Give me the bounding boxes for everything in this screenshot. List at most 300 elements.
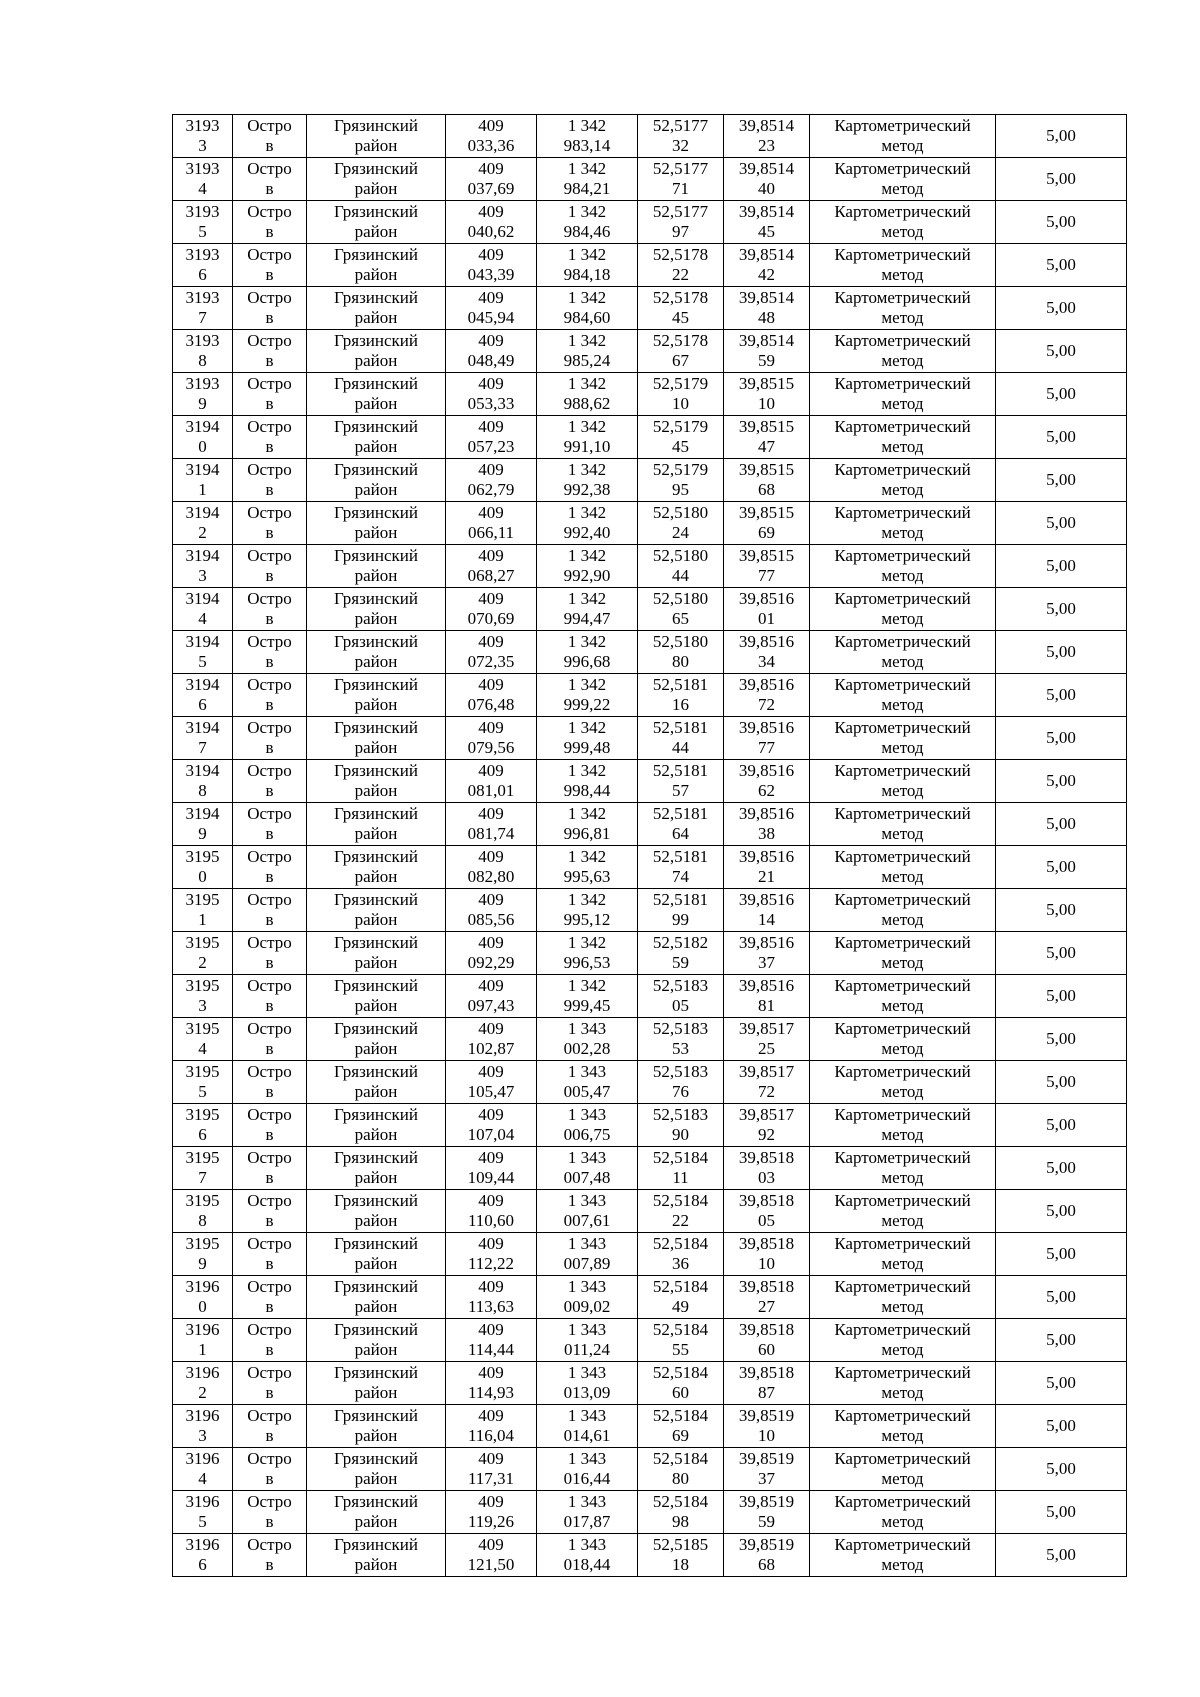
latitude-cell — [638, 1233, 724, 1276]
method-text: метод — [881, 394, 924, 413]
method-text: метод — [881, 695, 924, 714]
coord-x-text: 072,35 — [467, 652, 515, 671]
object-type-text: в — [265, 609, 274, 628]
accuracy-cell — [996, 115, 1127, 158]
latitude-cell — [638, 631, 724, 674]
method-text: метод — [881, 996, 924, 1015]
method-text: метод — [881, 1555, 924, 1574]
method-text: метод — [881, 781, 924, 800]
object-type-text: в — [265, 781, 274, 800]
coord-y-text: 1 343 — [567, 1191, 607, 1210]
object-type-text: в — [265, 1340, 274, 1359]
coord-x-text: 409 — [478, 546, 504, 565]
object-type-cell — [233, 1061, 307, 1104]
latitude-text: 52,5183 — [652, 1062, 709, 1081]
object-type-text: в — [265, 265, 274, 284]
latitude-text: 52,5181 — [652, 675, 709, 694]
method-text: метод — [881, 953, 924, 972]
object-type-text: в — [265, 394, 274, 413]
method-text: метод — [881, 1512, 924, 1531]
district-text: район — [354, 609, 398, 628]
table-row — [173, 1190, 1127, 1233]
district-cell — [307, 1491, 446, 1534]
coord-y-text: 1 342 — [567, 933, 607, 952]
object-type-text: в — [265, 1125, 274, 1144]
district-cell — [307, 975, 446, 1018]
coord-y-text: 007,61 — [563, 1211, 611, 1230]
point-number-text: 2 — [198, 523, 207, 542]
longitude-text: 39,8519 — [738, 1406, 795, 1425]
coord-x-text: 409 — [478, 1320, 504, 1339]
object-type-cell — [233, 1534, 307, 1577]
coord-x-text: 409 — [478, 718, 504, 737]
latitude-cell — [638, 244, 724, 287]
point-number-cell — [173, 1190, 233, 1233]
coord-y-text: 992,40 — [563, 523, 611, 542]
latitude-text: 52,5181 — [652, 847, 709, 866]
object-type-text: Остро — [247, 1191, 292, 1210]
point-number-text: 3193 — [185, 374, 220, 393]
coord-x-text: 062,79 — [467, 480, 515, 499]
object-type-text: Остро — [247, 417, 292, 436]
method-text: метод — [881, 652, 924, 671]
coord-y-cell — [537, 502, 638, 545]
object-type-cell — [233, 1362, 307, 1405]
longitude-cell — [724, 244, 810, 287]
table-row — [173, 1405, 1127, 1448]
table-row — [173, 158, 1127, 201]
point-number-text: 3196 — [185, 1406, 220, 1425]
point-number-text: 3 — [198, 136, 207, 155]
method-cell — [810, 846, 996, 889]
latitude-text: 52,5181 — [652, 761, 709, 780]
longitude-cell — [724, 459, 810, 502]
accuracy-text: 5,00 — [1046, 1502, 1076, 1521]
coord-y-text: 006,75 — [563, 1125, 611, 1144]
object-type-text: в — [265, 308, 274, 327]
latitude-cell — [638, 330, 724, 373]
point-number-text: 3195 — [185, 976, 220, 995]
point-number-cell — [173, 330, 233, 373]
latitude-cell — [638, 588, 724, 631]
coord-y-text: 1 342 — [567, 374, 607, 393]
object-type-cell — [233, 1018, 307, 1061]
latitude-text: 52,5179 — [652, 374, 709, 393]
point-number-text: 3194 — [185, 675, 220, 694]
longitude-text: 77 — [758, 566, 775, 585]
method-text: Картометрический — [834, 1363, 971, 1382]
point-number-cell — [173, 459, 233, 502]
method-text: Картометрический — [834, 1105, 971, 1124]
object-type-cell — [233, 1190, 307, 1233]
longitude-cell — [724, 717, 810, 760]
object-type-cell — [233, 545, 307, 588]
object-type-cell — [233, 158, 307, 201]
point-number-text: 3194 — [185, 804, 220, 823]
point-number-text: 6 — [198, 1125, 207, 1144]
district-text: район — [354, 394, 398, 413]
accuracy-text: 5,00 — [1046, 642, 1076, 661]
district-text: район — [354, 996, 398, 1015]
coord-y-cell — [537, 846, 638, 889]
district-text: район — [354, 1426, 398, 1445]
coord-x-text: 409 — [478, 933, 504, 952]
latitude-text: 53 — [672, 1039, 689, 1058]
point-number-text: 3195 — [185, 933, 220, 952]
longitude-text: 39,8516 — [738, 589, 795, 608]
method-text: Картометрический — [834, 1535, 971, 1554]
coord-y-cell — [537, 1319, 638, 1362]
longitude-text: 39,8514 — [738, 288, 795, 307]
coord-x-cell — [446, 975, 537, 1018]
method-text: метод — [881, 1125, 924, 1144]
latitude-cell — [638, 932, 724, 975]
coord-x-text: 092,29 — [467, 953, 515, 972]
object-type-text: Остро — [247, 1535, 292, 1554]
coord-y-text: 996,81 — [563, 824, 611, 843]
point-number-cell — [173, 373, 233, 416]
coord-y-cell — [537, 244, 638, 287]
coord-x-cell — [446, 1448, 537, 1491]
latitude-text: 71 — [672, 179, 689, 198]
coord-y-cell — [537, 1491, 638, 1534]
coord-y-text: 016,44 — [563, 1469, 611, 1488]
latitude-cell — [638, 373, 724, 416]
longitude-text: 72 — [758, 695, 775, 714]
point-number-text: 3194 — [185, 761, 220, 780]
accuracy-text: 5,00 — [1046, 384, 1076, 403]
coord-y-text: 002,28 — [563, 1039, 611, 1058]
latitude-text: 52,5184 — [652, 1277, 709, 1296]
point-number-cell — [173, 588, 233, 631]
coord-y-text: 999,22 — [563, 695, 611, 714]
point-number-text: 0 — [198, 1297, 207, 1316]
district-text: Грязинский — [334, 1191, 418, 1210]
point-number-text: 3193 — [185, 116, 220, 135]
accuracy-cell — [996, 717, 1127, 760]
table-row — [173, 1534, 1127, 1577]
district-text: Грязинский — [334, 933, 418, 952]
coord-y-cell — [537, 459, 638, 502]
object-type-cell — [233, 760, 307, 803]
point-number-text: 3194 — [185, 632, 220, 651]
latitude-text: 45 — [672, 437, 689, 456]
method-text: Картометрический — [834, 632, 971, 651]
accuracy-cell — [996, 201, 1127, 244]
object-type-text: в — [265, 480, 274, 499]
object-type-cell — [233, 631, 307, 674]
coord-x-text: 409 — [478, 847, 504, 866]
method-cell — [810, 373, 996, 416]
longitude-cell — [724, 287, 810, 330]
longitude-text: 39,8516 — [738, 804, 795, 823]
method-text: Картометрический — [834, 1277, 971, 1296]
point-number-cell — [173, 717, 233, 760]
table-row — [173, 631, 1127, 674]
coord-x-text: 409 — [478, 1148, 504, 1167]
coord-x-text: 409 — [478, 288, 504, 307]
latitude-text: 52,5181 — [652, 804, 709, 823]
accuracy-text: 5,00 — [1046, 814, 1076, 833]
coord-x-cell — [446, 717, 537, 760]
latitude-text: 18 — [672, 1555, 689, 1574]
coord-y-text: 985,24 — [563, 351, 611, 370]
coord-x-cell — [446, 1147, 537, 1190]
method-text: метод — [881, 609, 924, 628]
latitude-text: 52,5184 — [652, 1406, 709, 1425]
point-number-text: 3194 — [185, 417, 220, 436]
accuracy-text: 5,00 — [1046, 900, 1076, 919]
coord-x-text: 409 — [478, 1277, 504, 1296]
point-number-text: 8 — [198, 1211, 207, 1230]
coord-x-cell — [446, 588, 537, 631]
longitude-cell — [724, 1233, 810, 1276]
object-type-cell — [233, 1405, 307, 1448]
point-number-cell — [173, 1147, 233, 1190]
table-row — [173, 760, 1127, 803]
district-text: Грязинский — [334, 1535, 418, 1554]
accuracy-text: 5,00 — [1046, 771, 1076, 790]
method-cell — [810, 1276, 996, 1319]
longitude-text: 37 — [758, 953, 775, 972]
point-number-cell — [173, 1276, 233, 1319]
coord-x-text: 079,56 — [467, 738, 515, 757]
coord-x-cell — [446, 416, 537, 459]
method-text: Картометрический — [834, 245, 971, 264]
object-type-cell — [233, 1491, 307, 1534]
longitude-cell — [724, 1147, 810, 1190]
accuracy-text: 5,00 — [1046, 1244, 1076, 1263]
district-text: район — [354, 824, 398, 843]
latitude-text: 57 — [672, 781, 689, 800]
accuracy-text: 5,00 — [1046, 685, 1076, 704]
coord-x-text: 053,33 — [467, 394, 515, 413]
latitude-text: 52,5178 — [652, 245, 709, 264]
district-text: район — [354, 179, 398, 198]
district-text: Грязинский — [334, 1277, 418, 1296]
coord-x-cell — [446, 631, 537, 674]
method-cell — [810, 975, 996, 1018]
table-row — [173, 975, 1127, 1018]
point-number-text: 9 — [198, 394, 207, 413]
district-cell — [307, 1104, 446, 1147]
method-text: метод — [881, 1426, 924, 1445]
accuracy-cell — [996, 244, 1127, 287]
object-type-text: в — [265, 1082, 274, 1101]
point-number-text: 3193 — [185, 159, 220, 178]
coord-x-text: 070,69 — [467, 609, 515, 628]
coord-y-cell — [537, 158, 638, 201]
table-row — [173, 1233, 1127, 1276]
coord-x-text: 409 — [478, 1019, 504, 1038]
object-type-text: Остро — [247, 675, 292, 694]
object-type-text: в — [265, 351, 274, 370]
longitude-text: 01 — [758, 609, 775, 628]
table-row — [173, 588, 1127, 631]
coord-x-cell — [446, 244, 537, 287]
object-type-text: Остро — [247, 632, 292, 651]
longitude-text: 27 — [758, 1297, 775, 1316]
longitude-text: 39,8516 — [738, 933, 795, 952]
district-text: Грязинский — [334, 1449, 418, 1468]
coord-x-cell — [446, 459, 537, 502]
object-type-cell — [233, 717, 307, 760]
coord-y-text: 1 343 — [567, 1148, 607, 1167]
method-cell — [810, 502, 996, 545]
coord-y-cell — [537, 932, 638, 975]
object-type-text: Остро — [247, 1492, 292, 1511]
latitude-text: 52,5178 — [652, 331, 709, 350]
accuracy-text: 5,00 — [1046, 1373, 1076, 1392]
coord-y-text: 995,12 — [563, 910, 611, 929]
district-cell — [307, 760, 446, 803]
coord-y-text: 1 342 — [567, 417, 607, 436]
district-text: район — [354, 480, 398, 499]
method-text: Картометрический — [834, 976, 971, 995]
coord-x-text: 097,43 — [467, 996, 515, 1015]
district-cell — [307, 330, 446, 373]
object-type-text: Остро — [247, 1406, 292, 1425]
longitude-text: 40 — [758, 179, 775, 198]
method-text: Картометрический — [834, 718, 971, 737]
coord-y-text: 1 343 — [567, 1234, 607, 1253]
object-type-text: Остро — [247, 1019, 292, 1038]
latitude-text: 05 — [672, 996, 689, 1015]
district-text: Грязинский — [334, 331, 418, 350]
method-cell — [810, 1362, 996, 1405]
object-type-cell — [233, 244, 307, 287]
point-number-cell — [173, 287, 233, 330]
point-number-text: 3194 — [185, 718, 220, 737]
coord-x-text: 409 — [478, 1492, 504, 1511]
district-cell — [307, 1319, 446, 1362]
coord-y-text: 999,48 — [563, 738, 611, 757]
longitude-cell — [724, 889, 810, 932]
latitude-cell — [638, 803, 724, 846]
object-type-text: в — [265, 652, 274, 671]
district-text: Грязинский — [334, 589, 418, 608]
coord-x-text: 121,50 — [467, 1555, 515, 1574]
latitude-text: 52,5183 — [652, 1019, 709, 1038]
longitude-cell — [724, 1319, 810, 1362]
coord-x-text: 409 — [478, 675, 504, 694]
table-row — [173, 1362, 1127, 1405]
longitude-text: 14 — [758, 910, 775, 929]
object-type-text: в — [265, 1297, 274, 1316]
latitude-text: 11 — [672, 1168, 689, 1187]
longitude-text: 39,8514 — [738, 202, 795, 221]
district-text: Грязинский — [334, 1406, 418, 1425]
latitude-text: 76 — [672, 1082, 689, 1101]
coord-x-cell — [446, 1104, 537, 1147]
coord-y-text: 007,48 — [563, 1168, 611, 1187]
coord-y-cell — [537, 416, 638, 459]
longitude-text: 39,8516 — [738, 675, 795, 694]
longitude-text: 39,8518 — [738, 1234, 795, 1253]
object-type-text: в — [265, 824, 274, 843]
method-text: Картометрический — [834, 546, 971, 565]
longitude-text: 39,8514 — [738, 245, 795, 264]
point-number-cell — [173, 244, 233, 287]
longitude-text: 39,8515 — [738, 374, 795, 393]
method-cell — [810, 1491, 996, 1534]
latitude-text: 97 — [672, 222, 689, 241]
coord-x-text: 114,44 — [467, 1340, 515, 1359]
longitude-cell — [724, 1104, 810, 1147]
table-row — [173, 1319, 1127, 1362]
district-text: Грязинский — [334, 116, 418, 135]
point-number-text: 4 — [198, 1039, 207, 1058]
object-type-cell — [233, 459, 307, 502]
method-text: Картометрический — [834, 331, 971, 350]
latitude-text: 49 — [672, 1297, 689, 1316]
district-text: Грязинский — [334, 503, 418, 522]
coord-x-cell — [446, 287, 537, 330]
method-text: метод — [881, 824, 924, 843]
coord-y-cell — [537, 760, 638, 803]
accuracy-cell — [996, 975, 1127, 1018]
district-text: Грязинский — [334, 1019, 418, 1038]
coord-y-cell — [537, 1104, 638, 1147]
point-number-text: 8 — [198, 781, 207, 800]
point-number-cell — [173, 889, 233, 932]
method-cell — [810, 416, 996, 459]
coord-y-cell — [537, 674, 638, 717]
coord-x-text: 045,94 — [467, 308, 515, 327]
accuracy-cell — [996, 1534, 1127, 1577]
longitude-text: 39,8518 — [738, 1277, 795, 1296]
coord-y-cell — [537, 201, 638, 244]
district-cell — [307, 1534, 446, 1577]
accuracy-text: 5,00 — [1046, 943, 1076, 962]
table-row — [173, 115, 1127, 158]
table-row — [173, 803, 1127, 846]
district-text: Грязинский — [334, 460, 418, 479]
district-text: район — [354, 1125, 398, 1144]
table-row — [173, 1448, 1127, 1491]
table-row — [173, 330, 1127, 373]
coord-x-text: 116,04 — [467, 1426, 515, 1445]
method-text: Картометрический — [834, 159, 971, 178]
object-type-text: в — [265, 1211, 274, 1230]
coord-y-text: 992,38 — [563, 480, 611, 499]
accuracy-cell — [996, 1405, 1127, 1448]
accuracy-cell — [996, 846, 1127, 889]
point-number-text: 5 — [198, 652, 207, 671]
coord-y-text: 996,53 — [563, 953, 611, 972]
longitude-cell — [724, 1362, 810, 1405]
object-type-cell — [233, 287, 307, 330]
point-number-text: 3196 — [185, 1449, 220, 1468]
district-text: район — [354, 1211, 398, 1230]
longitude-text: 39,8518 — [738, 1148, 795, 1167]
object-type-text: Остро — [247, 847, 292, 866]
coord-y-text: 009,02 — [563, 1297, 611, 1316]
accuracy-text: 5,00 — [1046, 212, 1076, 231]
point-number-cell — [173, 1319, 233, 1362]
accuracy-cell — [996, 803, 1127, 846]
latitude-text: 52,5184 — [652, 1234, 709, 1253]
district-text: Грязинский — [334, 1062, 418, 1081]
point-number-cell — [173, 932, 233, 975]
accuracy-cell — [996, 459, 1127, 502]
coord-x-text: 066,11 — [467, 523, 515, 542]
longitude-cell — [724, 1491, 810, 1534]
method-text: метод — [881, 179, 924, 198]
object-type-text: в — [265, 910, 274, 929]
longitude-text: 39,8516 — [738, 761, 795, 780]
object-type-text: в — [265, 222, 274, 241]
